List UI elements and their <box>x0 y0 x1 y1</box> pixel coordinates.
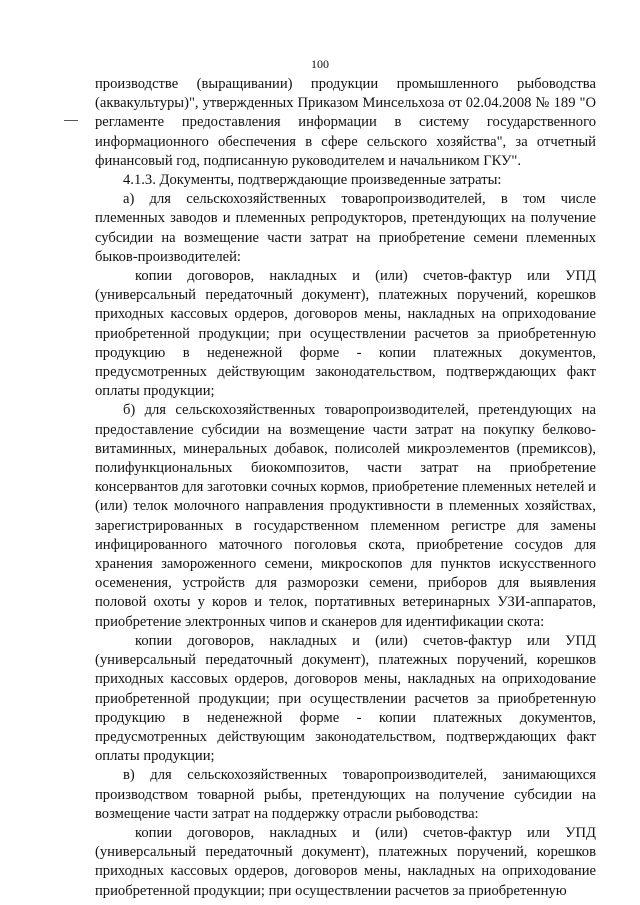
margin-mark <box>64 120 78 121</box>
document-body <box>95 75 596 901</box>
paragraph-continuation: производстве (выращивании) продукции промышленного рыбоводства (аквакультуры)", утвержденных Приказом Минсельхоза от 02.04.2008 № 189 "О регламенте предоставления информации в систему государственного информационного обеспечения в сфере сельского хозяйства", за отчетный финансовый год, подписанную руководителем и начальником ГКУ". <box>95 76 596 169</box>
paragraph-item-a: а) для сельскохозяйственных товаропроизводителей, в том числе племенных заводов и племенных репродукторов, претендующих на получение субсидии на возмещение части затрат на приобретение семени племенных быков-производителей: <box>95 191 596 265</box>
page-number: 100 <box>311 57 329 71</box>
paragraph-item-v-documents: копии договоров, накладных и (или) счетов-фактур или УПД (универсальный передаточный документ), платежных поручений, корешков приходных кассовых ордеров, договоров мены, накладных на оприходование приобретенной продукции; при осуществлении расчетов за приобретенную <box>95 824 596 899</box>
paragraph-item-b-documents: копии договоров, накладных и (или) счетов-фактур или УПД (универсальный передаточный документ), платежных поручений, корешков приходных кассовых ордеров, договоров мены, накладных на оприходование приобретенной продукции; при осуществлении расчетов за приобретенную продукцию в неденежной форме - копии платежных документов, предусмотренных действующим законодательством, подтверждающих факт оплаты продукции; <box>95 632 596 765</box>
paragraph-item-b: б) для сельскохозяйственных товаропроизводителей, претендующих на предоставление субсидии на возмещение части затрат на покупку белково-витаминных, минеральных добавок, полисолей микроэлементов (премиксов), полифункциональных биокомпозитов, части затрат на приобретение консервантов для заготовки сочных кормов, приобретение племенных нетелей и (или) телок молочного направления продуктивности в племенных хозяйствах, зарегистрированных в государственном племенном регистре для замены инфицированного маточного поголовья скота, приобретение сосудов для хранения замороженного семени, микроскопов для пунктов искусственного осеменения, устройств для разморозки семени, приборов для выявления половой охоты у коров и телок, портативных ветеринарных УЗИ-аппаратов, приобретение электронных чипов и сканеров для идентификации скота: <box>95 402 596 630</box>
paragraph-section-4-1-3: 4.1.3. Документы, подтверждающие произведенные затраты: <box>123 172 502 189</box>
paragraph-item-a-documents: копии договоров, накладных и (или) счетов-фактур или УПД (универсальный передаточный документ), платежных поручений, корешков приходных кассовых ордеров, договоров мены, накладных на оприходование приобретенной продукции; при осуществлении расчетов за приобретенную продукцию в неденежной форме - копии платежных документов, предусмотренных действующим законодательством, подтверждающих факт оплаты продукции; <box>95 268 596 400</box>
paragraph-item-v: в) для сельскохозяйственных товаропроизводителей, занимающихся производством товарной рыбы, претендующих на получение субсидии на возмещение части затрат на поддержку отрасли рыбоводства: <box>95 767 596 822</box>
